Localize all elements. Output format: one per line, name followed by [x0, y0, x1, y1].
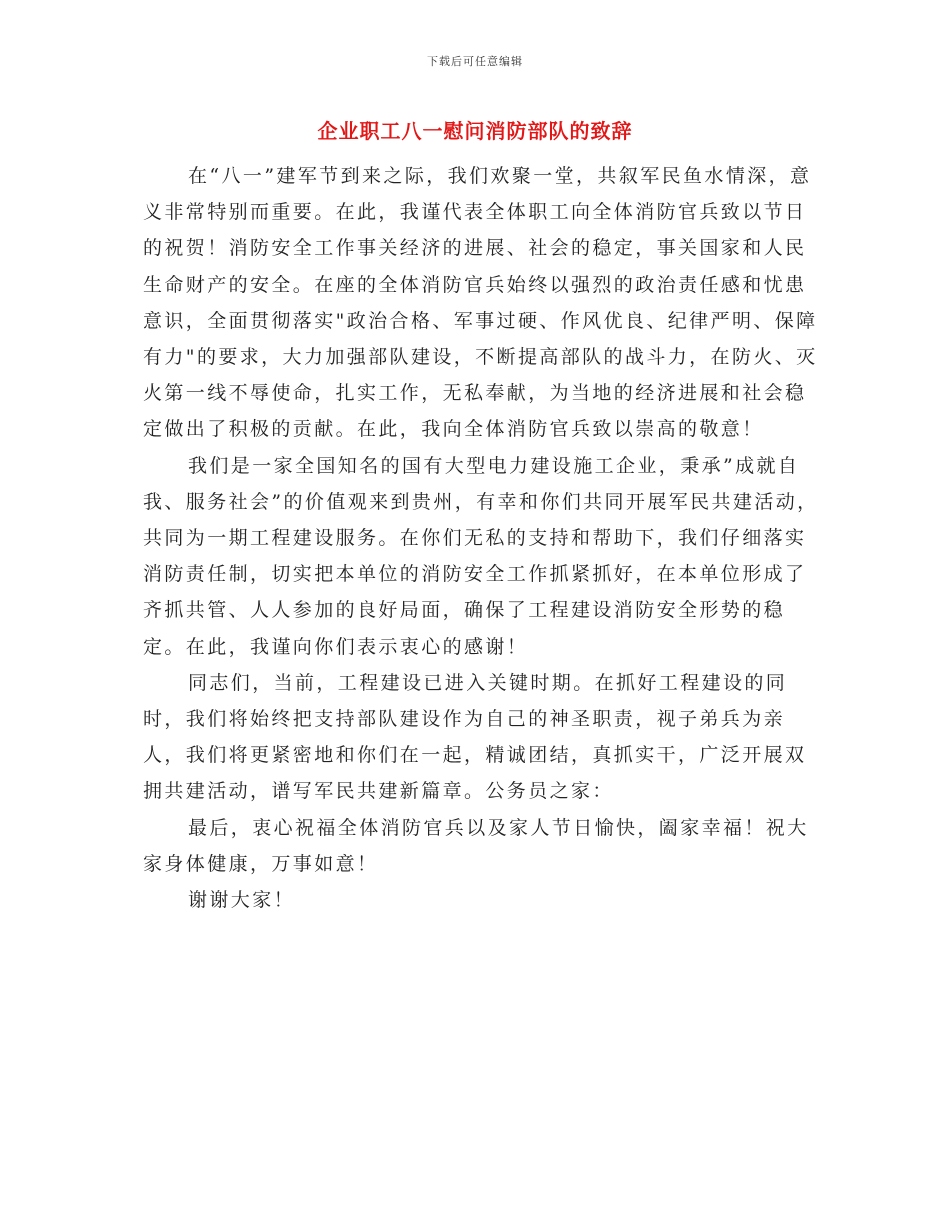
download-note: 下载后可任意编辑	[427, 55, 523, 68]
paragraph-1: 在“八一”建军节到来之际，我们欢聚一堂，共叙军民鱼水情深，意义非常特别而重要。在此，我谨代表全体职工向全体消防官兵致以节日的祝贺！消防安全工作事关经济的进展、社会的稳定，事关国家和人民生命财产的安全。在座的全体消防官兵始终以强烈的政治责任感和忧患意识，全面贯彻落实"政治合格、军事过硬、作风优良、纪律严明、保障有力"的要求，大力加强部队建设，不断提高部队的战斗力，在防火、灭火第一线不辱使命，扎实工作，无私奉献，为当地的经济进展和社会稳定做出了积极的贡献。在此，我向全体消防官兵致以崇高的敬意！	[143, 165, 818, 441]
paragraph-5: 谢谢大家！	[188, 889, 296, 912]
paragraph-2: 我们是一家全国知名的国有大型电力建设施工企业，秉承”成就自我、服务社会”的价值观来到贵州，有幸和你们共同开展军民共建活动，共同为一期工程建设服务。在你们无私的支持和帮助下，我们仔细落实消防责任制，切实把本单位的消防安全工作抓紧抓好，在本单位形成了齐抓共管、人人参加的良好局面，确保了工程建设消防安全形势的稳定。在此，我谨向你们表示衷心的感谢！	[143, 454, 819, 658]
paragraph-4: 最后，衷心祝福全体消防官兵以及家人节日愉快，阖家幸福！祝大家身体健康，万事如意！	[143, 816, 809, 875]
paragraph-3: 同志们，当前，工程建设已进入关键时期。在抓好工程建设的同时，我们将始终把支持部队建设作为自己的神圣职责，视子弟兵为亲人，我们将更紧密地和你们在一起，精诚团结，真抓实干，广泛开展双拥共建活动，谱写军民共建新篇章。公务员之家：	[143, 671, 807, 803]
document-body	[143, 158, 823, 918]
document-title: 企业职工八一慰问消防部队的致辞	[317, 119, 633, 143]
